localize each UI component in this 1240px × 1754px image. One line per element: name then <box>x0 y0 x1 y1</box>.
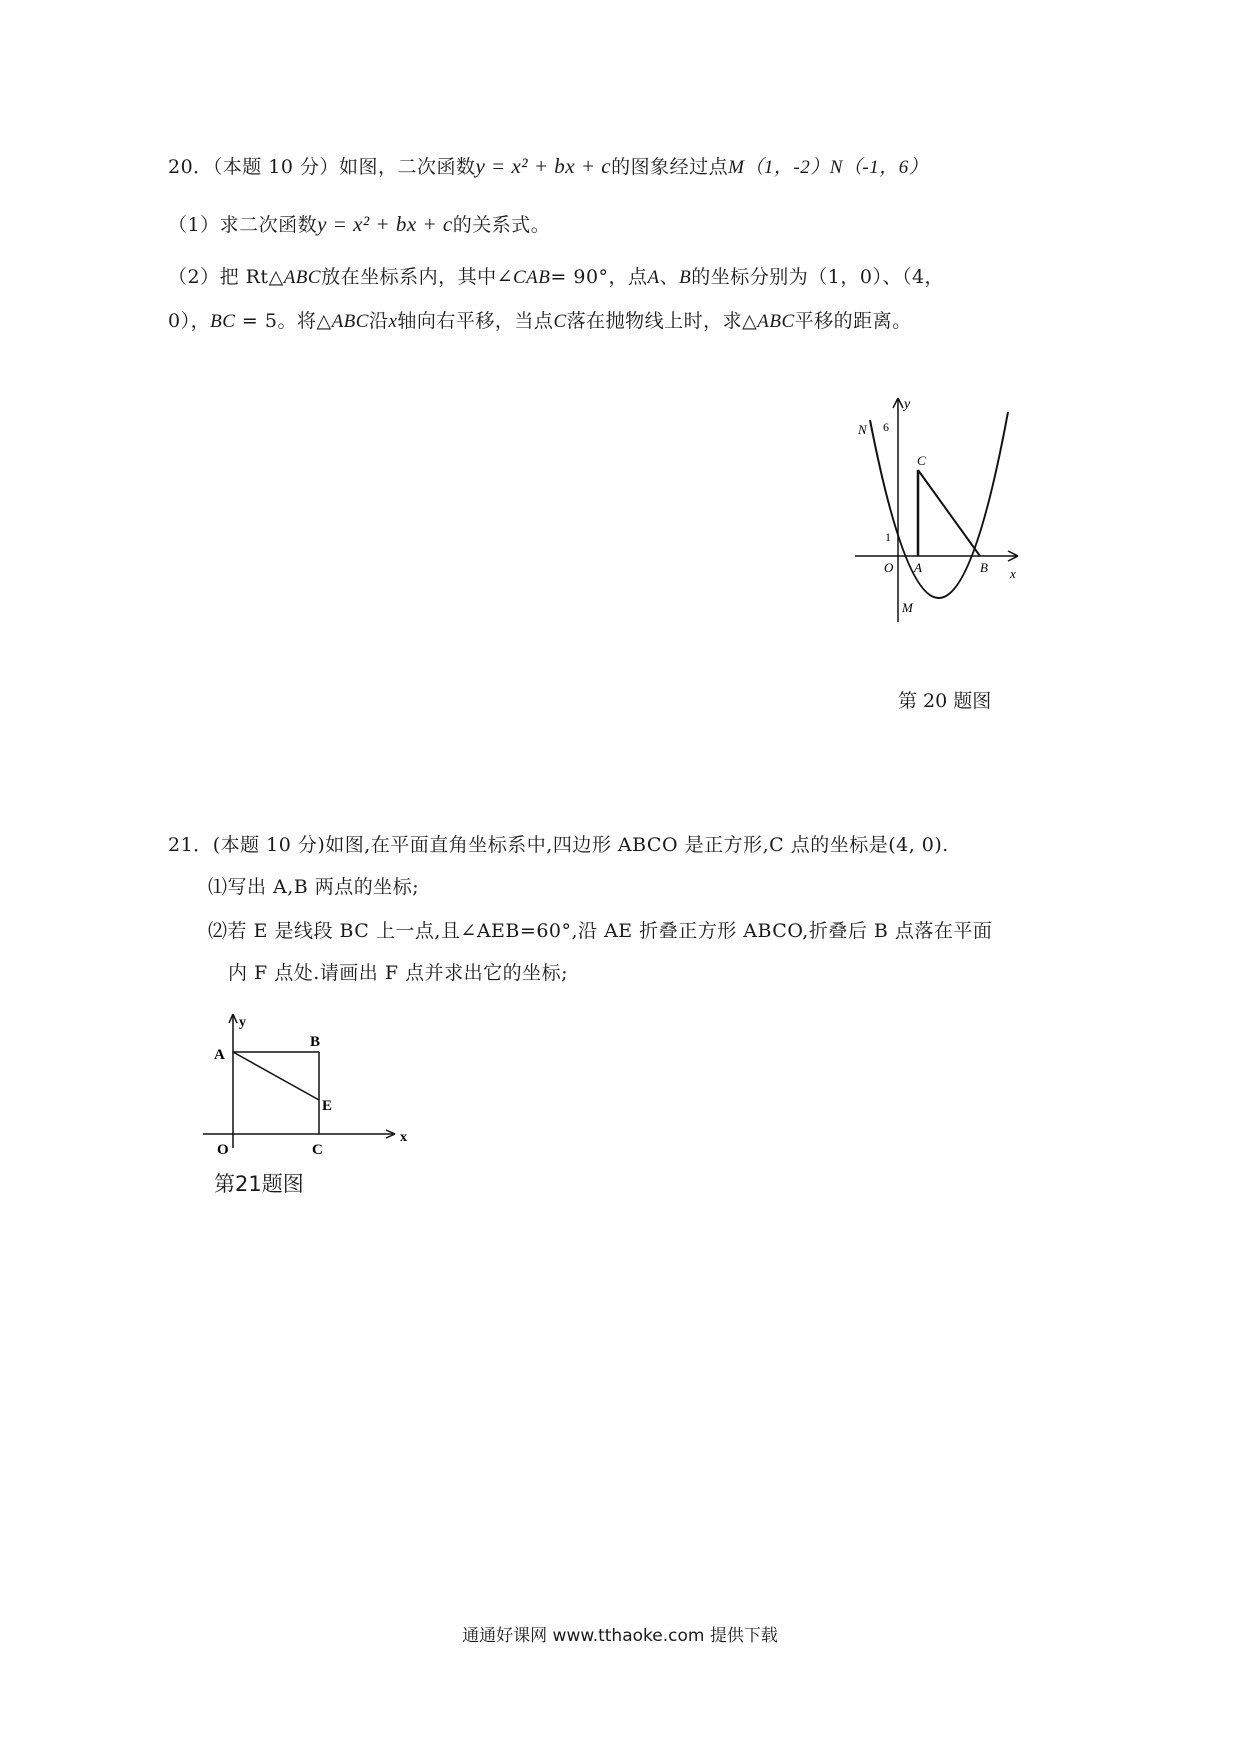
q20-part2-line2: 0），BC = 5。将△ABC沿x轴向右平移，当点C落在抛物线上时，求△ABC平移的距离。 <box>168 310 912 332</box>
q20-label-y: y <box>904 397 911 412</box>
q21-label-y: y <box>239 1015 246 1030</box>
page-footer: 通通好课网 www.tthaoke.com 提供下载 <box>462 1626 778 1646</box>
q20-label-c: C <box>917 453 926 468</box>
q20-figure <box>850 390 1030 640</box>
q21-part1: ⑴写出 A,B 两点的坐标; <box>208 876 420 898</box>
q20-label-b: B <box>980 560 988 575</box>
q21-label-c: C <box>312 1142 323 1158</box>
q20-number: 20． <box>168 156 213 178</box>
q20-points: （本题 10 分） <box>212 156 339 178</box>
q20-segment-bc <box>918 470 980 556</box>
q20-part2-line1: （2）把 Rt△ABC放在坐标系内，其中∠CAB= 90°，点A、B的坐标分别为（1，0）、（4， <box>168 266 945 288</box>
q20-caption: 第 20 题图 <box>898 690 992 712</box>
q21-label-x: x <box>400 1130 407 1145</box>
q20-label-x: x <box>1010 566 1016 581</box>
q21-figure <box>200 1008 425 1163</box>
q20-label-one: 1 <box>885 530 891 544</box>
q21-number: 21． <box>168 834 213 856</box>
q21-part2-line1: ⑵若 E 是线段 BC 上一点,且∠AEB=60°,沿 AE 折叠正方形 ABCO,折叠后 B 点落在平面 <box>208 920 993 942</box>
q20-label-o: O <box>884 560 894 575</box>
q20-header: 20．（本题 10 分）如图，二次函数y = x² + bx + c的图象经过点M（1，-2）N（-1，6） <box>168 154 929 178</box>
q20-label-n: N <box>858 422 867 437</box>
q20-label-a: A <box>914 560 922 575</box>
q21-label-b: B <box>310 1034 321 1050</box>
q20-point-m: M（1，-2） <box>728 157 830 178</box>
q21-label-o: O <box>217 1142 229 1158</box>
q21-caption: 第21题图 <box>214 1172 304 1196</box>
q20-label-six: 6 <box>883 420 889 434</box>
q21-label-e: E <box>322 1098 333 1114</box>
q20-point-n: N（-1，6） <box>829 157 929 178</box>
q21-segment-ae <box>233 1052 319 1100</box>
q20-part1: （1）求二次函数y = x² + bx + c的关系式。 <box>168 212 551 236</box>
q21-header: 21．(本题 10 分)如图,在平面直角坐标系中,四边形 ABCO 是正方形,C 点的坐标是(4, 0). <box>168 834 949 856</box>
q21-part2-line2: 内 F 点处.请画出 F 点并求出它的坐标; <box>228 962 568 984</box>
q20-formula: y = x² + bx + c <box>475 154 612 178</box>
q21-label-a: A <box>214 1047 225 1063</box>
q20-label-m: M <box>902 600 913 615</box>
